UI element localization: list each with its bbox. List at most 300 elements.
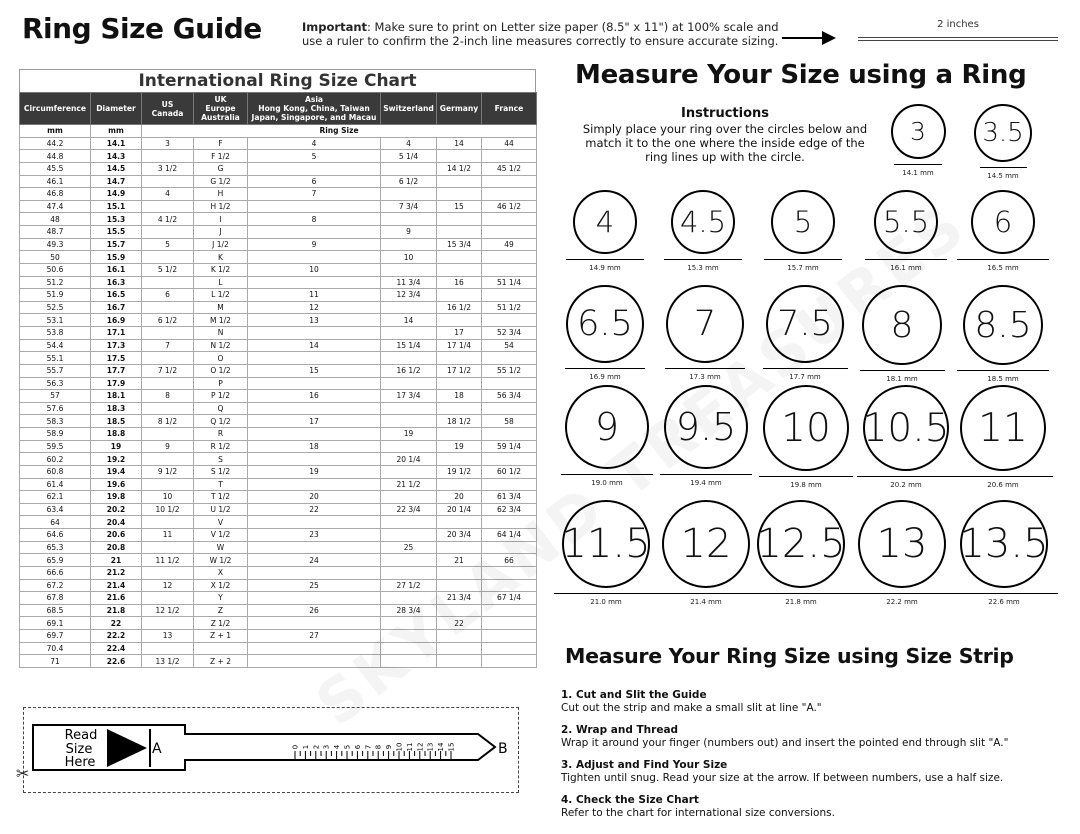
table-cell: 16.7 — [91, 301, 142, 314]
strip-step-title: 1. Cut and Slit the Guide — [561, 689, 707, 701]
table-cell — [482, 630, 537, 643]
size-strip — [23, 707, 519, 793]
strip-scale-number: 12 — [416, 742, 425, 752]
table-cell — [381, 440, 437, 453]
ring-mm-label: 17.7 mm — [789, 373, 821, 381]
table-cell: 64 — [20, 516, 91, 529]
table-cell: 16 — [437, 276, 482, 289]
table-row — [20, 301, 537, 314]
table-cell: 58.9 — [20, 428, 91, 441]
table-cell — [142, 377, 194, 390]
table-cell — [142, 352, 194, 365]
table-cell: 60.2 — [20, 453, 91, 466]
table-cell: 59.5 — [20, 440, 91, 453]
table-row — [20, 440, 537, 453]
table-cell: X 1/2 — [194, 579, 248, 592]
table-cell — [142, 642, 194, 655]
table-cell: 19 1/2 — [437, 465, 482, 478]
ring-circle: 4 — [573, 190, 637, 254]
table-cell: Z — [194, 604, 248, 617]
ring-underline — [950, 593, 1058, 594]
table-cell: 45 1/2 — [482, 162, 537, 175]
table-cell: 14.7 — [91, 175, 142, 188]
table-row — [20, 238, 537, 251]
table-cell: 14.3 — [91, 150, 142, 163]
table-cell: 46 1/2 — [482, 200, 537, 213]
table-cell: 21.4 — [91, 579, 142, 592]
ring-circle: 6 — [971, 190, 1035, 254]
table-cell: 58.3 — [20, 415, 91, 428]
table-cell — [381, 566, 437, 579]
table-cell: 4 — [248, 137, 381, 150]
table-cell: 19.2 — [91, 453, 142, 466]
table-cell — [482, 188, 537, 201]
ring-underline — [957, 259, 1049, 260]
size-chart-unit-cell: mm — [91, 125, 142, 138]
table-cell — [437, 516, 482, 529]
table-cell — [482, 226, 537, 239]
ring-mm-label: 19.8 mm — [790, 481, 822, 489]
table-cell: V 1/2 — [194, 529, 248, 542]
table-cell: 12 — [248, 301, 381, 314]
table-cell — [437, 428, 482, 441]
table-cell: W — [194, 541, 248, 554]
table-cell: 54.4 — [20, 339, 91, 352]
table-cell: 17 1/2 — [437, 364, 482, 377]
table-cell: 18.1 — [91, 390, 142, 403]
table-cell: F 1/2 — [194, 150, 248, 163]
table-cell: P 1/2 — [194, 390, 248, 403]
table-cell — [142, 541, 194, 554]
table-cell: 53.8 — [20, 327, 91, 340]
table-cell: 8 — [248, 213, 381, 226]
strip-label-b: B — [498, 741, 508, 757]
table-cell: 17 — [248, 415, 381, 428]
table-cell: 10 — [248, 263, 381, 276]
ring-circle: 12.5 — [757, 500, 845, 588]
table-row — [20, 352, 537, 365]
ring-mm-label: 19.4 mm — [690, 479, 722, 487]
ring-mm-label: 17.3 mm — [689, 373, 721, 381]
table-cell: 5 1/4 — [381, 150, 437, 163]
table-cell: R 1/2 — [194, 440, 248, 453]
table-cell: 17 1/4 — [437, 339, 482, 352]
table-cell: K 1/2 — [194, 263, 248, 276]
table-cell: L — [194, 276, 248, 289]
table-cell: M 1/2 — [194, 314, 248, 327]
table-cell: 13 — [248, 314, 381, 327]
table-row — [20, 529, 537, 542]
table-cell — [142, 478, 194, 491]
table-cell — [248, 428, 381, 441]
two-inch-label: 2 inches — [937, 19, 979, 30]
table-cell: 24 — [248, 554, 381, 567]
ring-mm-label: 19.0 mm — [591, 479, 623, 487]
table-cell: 22.2 — [91, 630, 142, 643]
strip-scale-number: 10 — [395, 742, 404, 752]
table-cell: T — [194, 478, 248, 491]
table-cell — [142, 150, 194, 163]
table-cell — [142, 402, 194, 415]
size-chart-unit-cell: mm — [20, 125, 91, 138]
table-cell — [142, 251, 194, 264]
table-cell — [248, 327, 381, 340]
table-cell: S 1/2 — [194, 465, 248, 478]
table-cell — [142, 226, 194, 239]
table-cell: 69.7 — [20, 630, 91, 643]
strip-step — [561, 794, 835, 819]
table-cell: U 1/2 — [194, 503, 248, 516]
table-cell — [381, 238, 437, 251]
table-cell: 26 — [248, 604, 381, 617]
table-row — [20, 162, 537, 175]
table-cell: 71 — [20, 655, 91, 668]
size-chart-col-header: Germany — [437, 93, 482, 125]
table-cell: 68.5 — [20, 604, 91, 617]
two-inch-line — [858, 37, 1058, 41]
table-cell: 49.3 — [20, 238, 91, 251]
table-cell: 9 — [142, 440, 194, 453]
table-cell: 46.1 — [20, 175, 91, 188]
table-cell — [482, 453, 537, 466]
table-cell — [381, 352, 437, 365]
table-cell: Q 1/2 — [194, 415, 248, 428]
table-cell: 14 1/2 — [437, 162, 482, 175]
table-cell: 17.1 — [91, 327, 142, 340]
table-cell: 55.1 — [20, 352, 91, 365]
table-row — [20, 402, 537, 415]
table-cell: 20 1/4 — [381, 453, 437, 466]
table-cell: 19.6 — [91, 478, 142, 491]
table-row — [20, 465, 537, 478]
table-row — [20, 415, 537, 428]
table-cell — [142, 566, 194, 579]
table-cell — [248, 377, 381, 390]
ring-underline — [759, 476, 853, 477]
table-cell: 10 1/2 — [142, 503, 194, 516]
table-cell — [437, 478, 482, 491]
table-cell — [437, 289, 482, 302]
ring-circle: 8.5 — [963, 285, 1043, 365]
table-cell: 17 3/4 — [381, 390, 437, 403]
table-row — [20, 428, 537, 441]
table-cell — [381, 465, 437, 478]
table-cell: 18 1/2 — [437, 415, 482, 428]
table-cell — [142, 617, 194, 630]
table-cell: 19 — [248, 465, 381, 478]
table-cell: 66 — [482, 554, 537, 567]
ring-mm-label: 14.5 mm — [987, 172, 1019, 180]
table-cell: 12 1/2 — [142, 604, 194, 617]
table-cell: 7 — [142, 339, 194, 352]
table-cell — [381, 516, 437, 529]
table-cell: 7 3/4 — [381, 200, 437, 213]
table-cell: 60 1/2 — [482, 465, 537, 478]
table-cell: 44.2 — [20, 137, 91, 150]
ring-underline — [565, 368, 645, 369]
table-cell — [248, 566, 381, 579]
table-cell — [248, 541, 381, 554]
table-row — [20, 150, 537, 163]
ring-underline — [894, 164, 942, 165]
table-row — [20, 251, 537, 264]
table-cell: T 1/2 — [194, 491, 248, 504]
table-cell — [381, 263, 437, 276]
table-cell: 48.7 — [20, 226, 91, 239]
table-row — [20, 314, 537, 327]
table-cell: 25 — [381, 541, 437, 554]
table-row — [20, 478, 537, 491]
ring-circle: 6.5 — [566, 285, 644, 363]
table-cell: L 1/2 — [194, 289, 248, 302]
size-chart-col-header: Diameter — [91, 93, 142, 125]
ring-underline — [664, 259, 742, 260]
table-cell: 16 1/2 — [381, 364, 437, 377]
strip-scale-number: 3 — [322, 744, 331, 750]
table-cell: 3 1/2 — [142, 162, 194, 175]
table-cell: K — [194, 251, 248, 264]
strip-scale-number: 4 — [333, 744, 342, 750]
table-cell: 55 1/2 — [482, 364, 537, 377]
table-cell: 21 3/4 — [437, 592, 482, 605]
table-cell: 4 — [142, 188, 194, 201]
table-cell — [248, 162, 381, 175]
table-cell: 15.1 — [91, 200, 142, 213]
table-cell: 15 1/4 — [381, 339, 437, 352]
size-chart-col-header: US Canada — [142, 93, 194, 125]
table-row — [20, 137, 537, 150]
table-cell: 6 — [142, 289, 194, 302]
table-cell — [248, 352, 381, 365]
table-row — [20, 200, 537, 213]
table-cell: 14.5 — [91, 162, 142, 175]
table-cell: Q — [194, 402, 248, 415]
ring-circle: 13 — [858, 500, 946, 588]
table-row — [20, 327, 537, 340]
strip-scale — [292, 742, 456, 759]
table-cell: 21 — [91, 554, 142, 567]
table-cell: 7 1/2 — [142, 364, 194, 377]
table-cell: 21 1/2 — [381, 478, 437, 491]
table-cell: 61 3/4 — [482, 491, 537, 504]
table-cell: 23 — [248, 529, 381, 542]
table-cell — [248, 200, 381, 213]
table-cell: 55.7 — [20, 364, 91, 377]
strip-step-text: Wrap it around your finger (numbers out) and insert the pointed end through slit "A." — [561, 736, 1009, 749]
instructions-text: Simply place your ring over the circles below and match it to the one where the inside edge of the ring lines up with the circle. — [582, 122, 868, 164]
table-cell — [437, 150, 482, 163]
ring-underline — [857, 476, 955, 477]
table-cell: 64 1/4 — [482, 529, 537, 542]
table-cell: 18 — [248, 440, 381, 453]
table-cell: 12 — [142, 579, 194, 592]
table-cell: 51.2 — [20, 276, 91, 289]
table-cell: 62.1 — [20, 491, 91, 504]
table-cell: 58 — [482, 415, 537, 428]
table-cell: 7 — [248, 188, 381, 201]
table-cell: 17 — [437, 327, 482, 340]
strip-step-title: 3. Adjust and Find Your Size — [561, 759, 728, 771]
strip-step-text: Tighten until snug. Read your size at the arrow. If between numbers, use a half size. — [561, 771, 1004, 784]
table-cell — [482, 377, 537, 390]
table-cell: 9 1/2 — [142, 465, 194, 478]
table-cell — [142, 592, 194, 605]
table-cell — [248, 478, 381, 491]
table-cell: 65.9 — [20, 554, 91, 567]
size-chart-col-header: France — [482, 93, 537, 125]
table-cell: 27 1/2 — [381, 579, 437, 592]
size-chart-title: International Ring Size Chart — [19, 69, 536, 92]
ring-mm-label: 22.2 mm — [886, 598, 918, 606]
table-row — [20, 213, 537, 226]
table-cell — [437, 213, 482, 226]
table-cell: 19 — [91, 440, 142, 453]
table-cell — [142, 453, 194, 466]
ring-underline — [566, 259, 644, 260]
table-cell: 8 1/2 — [142, 415, 194, 428]
ring-underline — [745, 593, 857, 594]
table-cell: 62 3/4 — [482, 503, 537, 516]
ring-mm-label: 20.2 mm — [890, 481, 922, 489]
size-chart-col-header: Switzerland — [381, 93, 437, 125]
table-cell — [381, 377, 437, 390]
table-cell: 60.8 — [20, 465, 91, 478]
ring-mm-label: 14.1 mm — [902, 169, 934, 177]
ring-underline — [554, 593, 659, 594]
read-label-1: Read — [64, 728, 98, 743]
table-cell: 56.3 — [20, 377, 91, 390]
table-cell: 21.6 — [91, 592, 142, 605]
table-row — [20, 516, 537, 529]
ring-circle: 11.5 — [562, 500, 650, 588]
table-cell — [142, 276, 194, 289]
strip-section-title: Measure Your Ring Size using Size Strip — [565, 644, 1014, 668]
table-cell — [437, 377, 482, 390]
table-cell: X — [194, 566, 248, 579]
table-cell: 18 — [437, 390, 482, 403]
table-cell: 50 — [20, 251, 91, 264]
table-cell — [437, 352, 482, 365]
table-cell: 14 — [437, 137, 482, 150]
table-cell: 54 — [482, 339, 537, 352]
strip-scale-number: 0 — [291, 744, 300, 750]
table-cell — [482, 478, 537, 491]
table-cell: 59 1/4 — [482, 440, 537, 453]
table-cell — [437, 314, 482, 327]
table-cell: 70.4 — [20, 642, 91, 655]
table-cell: 4 1/2 — [142, 213, 194, 226]
ring-circle: 12 — [662, 500, 750, 588]
table-cell: 64.6 — [20, 529, 91, 542]
table-cell: 13 — [142, 630, 194, 643]
table-cell: 67.2 — [20, 579, 91, 592]
table-row — [20, 226, 537, 239]
table-cell: 21 — [437, 554, 482, 567]
table-cell: 20 — [248, 491, 381, 504]
ring-circle: 11 — [960, 385, 1046, 471]
table-cell: 20.6 — [91, 529, 142, 542]
table-cell: 21.8 — [91, 604, 142, 617]
ring-mm-label: 15.3 mm — [687, 264, 719, 272]
strip-scale-number: 2 — [312, 744, 321, 750]
strip-scale-number: 9 — [385, 744, 394, 750]
table-cell: 20.2 — [91, 503, 142, 516]
ring-circle: 13.5 — [960, 500, 1048, 588]
table-cell: 9 — [381, 226, 437, 239]
table-cell — [482, 213, 537, 226]
ring-section-title: Measure Your Size using a Ring — [575, 60, 1027, 90]
table-cell: 15 — [248, 364, 381, 377]
table-cell — [381, 213, 437, 226]
table-cell: 53.1 — [20, 314, 91, 327]
table-cell: 5 1/2 — [142, 263, 194, 276]
table-cell — [437, 251, 482, 264]
table-row — [20, 541, 537, 554]
table-cell — [248, 592, 381, 605]
table-cell: 21.2 — [91, 566, 142, 579]
table-cell: 44 — [482, 137, 537, 150]
table-row — [20, 339, 537, 352]
table-cell — [437, 226, 482, 239]
table-cell: 20 — [437, 491, 482, 504]
table-cell: 16.3 — [91, 276, 142, 289]
ring-circle: 4.5 — [671, 190, 735, 254]
table-cell — [381, 529, 437, 542]
table-cell — [482, 352, 537, 365]
table-cell: 57.6 — [20, 402, 91, 415]
table-cell: 6 — [248, 175, 381, 188]
table-cell — [248, 453, 381, 466]
strip-scale-number: 13 — [426, 742, 435, 752]
table-cell: 66.6 — [20, 566, 91, 579]
table-cell — [248, 251, 381, 264]
table-cell: 16.9 — [91, 314, 142, 327]
table-cell: Z + 2 — [194, 655, 248, 668]
table-cell: 16 — [248, 390, 381, 403]
table-row — [20, 276, 537, 289]
table-cell: 12 3/4 — [381, 289, 437, 302]
ring-circle: 7 — [666, 285, 744, 363]
ring-circle: 9.5 — [664, 385, 748, 469]
table-cell: H — [194, 188, 248, 201]
table-cell — [381, 188, 437, 201]
ring-circle: 7.5 — [766, 285, 844, 363]
size-chart-col-header: UK Europe Australia — [194, 93, 248, 125]
ring-mm-label: 20.6 mm — [987, 481, 1019, 489]
table-row — [20, 364, 537, 377]
ring-circle: 8 — [862, 285, 942, 365]
size-chart-col-header: Asia Hong Kong, China, Taiwan Japan, Singapore, and Macau — [248, 93, 381, 125]
ring-mm-label: 21.4 mm — [690, 598, 722, 606]
strip-label-a: A — [152, 741, 162, 757]
strip-step-text: Refer to the chart for international size conversions. — [561, 806, 835, 819]
table-cell: G 1/2 — [194, 175, 248, 188]
table-cell: 15 3/4 — [437, 238, 482, 251]
print-note-label: Important — [302, 20, 368, 34]
table-cell: 10 — [142, 491, 194, 504]
table-cell: 22 — [248, 503, 381, 516]
table-cell — [381, 301, 437, 314]
table-cell — [437, 175, 482, 188]
strip-scale-number: 6 — [353, 744, 362, 750]
table-cell: R — [194, 428, 248, 441]
table-row — [20, 263, 537, 276]
table-row — [20, 655, 537, 668]
table-cell: 11 — [142, 529, 194, 542]
table-cell: 67 1/4 — [482, 592, 537, 605]
table-cell: 45.5 — [20, 162, 91, 175]
table-cell: G — [194, 162, 248, 175]
